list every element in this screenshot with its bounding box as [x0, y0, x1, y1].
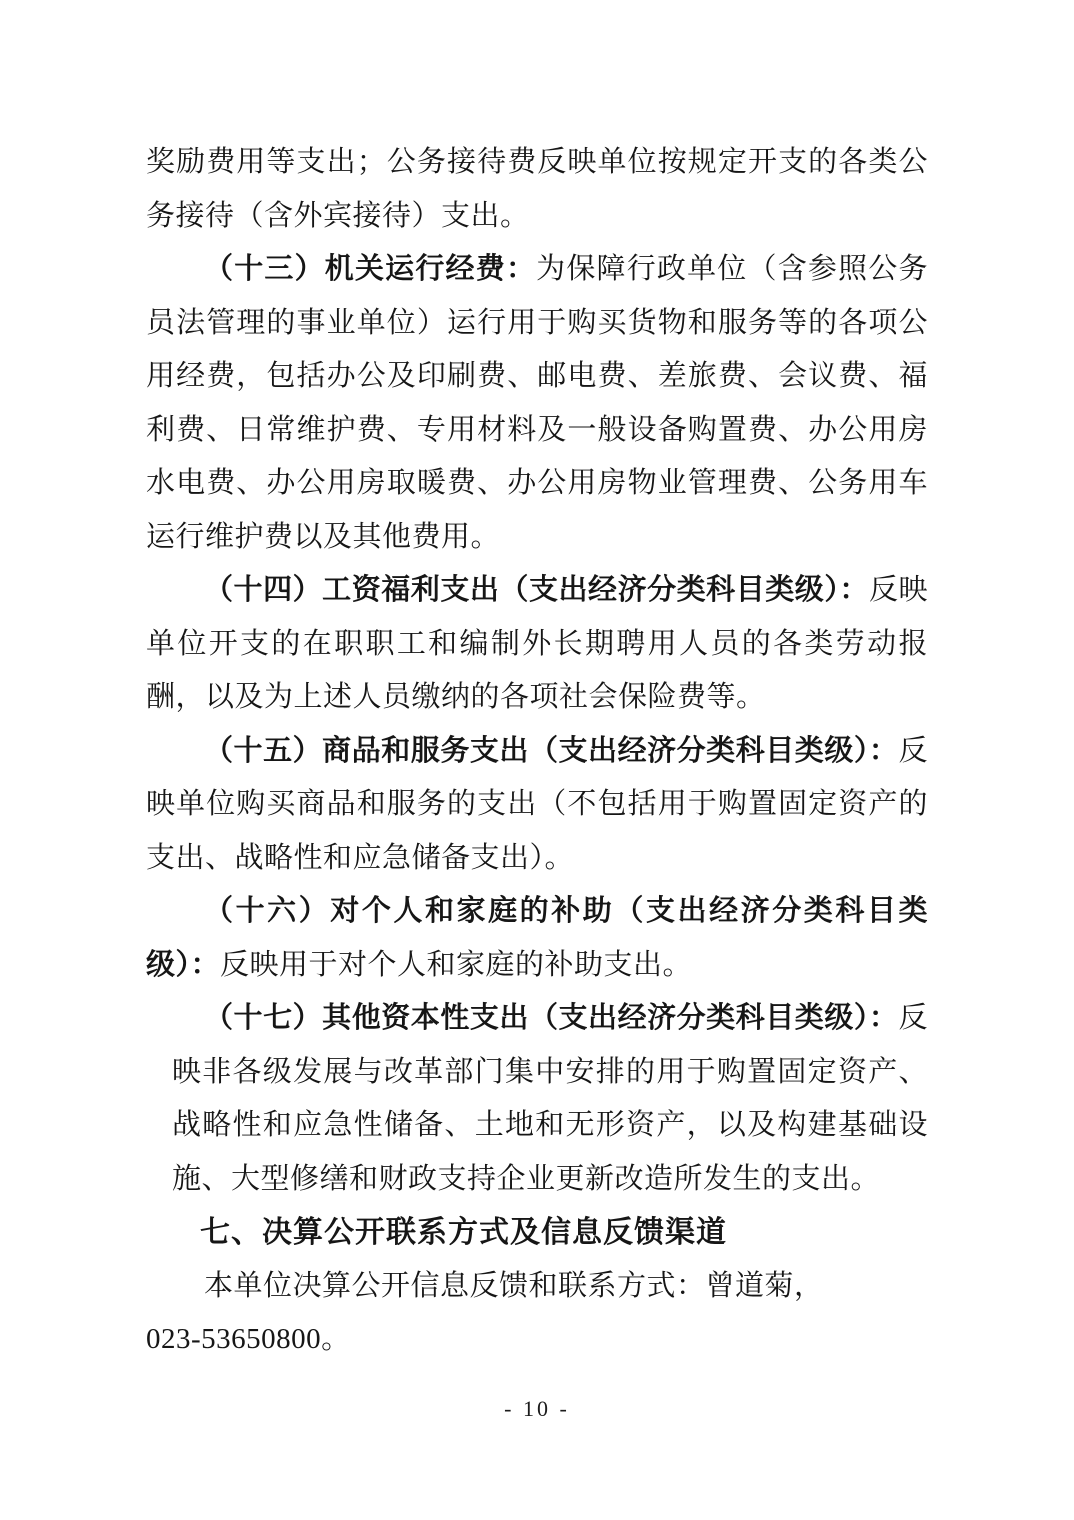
section-heading-16: （十六）对个人和家庭的补助（支出经济分类科目类级）： — [146, 895, 928, 981]
section-body-13: 为保障行政单位（含参照公务员法管理的事业单位）运行用于购买货物和服务等的各项公用经费，包括办公及印刷费、邮电费、差旅费、会议费、福利费、日常维护费、专用材料及一般设备购置费、办公用房水电费、办公用房取暖费、办公用房物业管理费、公务用车运行维护费以及其他费用。 — [146, 253, 928, 553]
section-body-14: 反映单位开支的在职职工和编制外长期聘用人员的各类劳动报酬，以及为上述人员缴纳的各项社会保险费等。 — [146, 574, 928, 713]
section-heading-17: （十七）其他资本性支出（支出经济分类科目类级）： — [204, 1002, 899, 1034]
contact-intro: 本单位决算公开信息反馈和联系方式：曾道菊， — [204, 1269, 824, 1302]
chapter-heading: 七、决算公开联系方式及信息反馈渠道 — [200, 1216, 727, 1249]
section-heading-15: （十五）商品和服务支出（支出经济分类科目类级）： — [204, 734, 899, 767]
continuation-paragraph: 奖励费用等支出；公务接待费反映单位按规定开支的各类公务接待（含外宾接待）支出。 — [146, 146, 928, 232]
page-number: - 10 - — [504, 1396, 570, 1421]
section-paragraph-13 — [146, 243, 928, 564]
section-paragraph-15 — [146, 725, 928, 886]
section-heading-13: （十三）机关运行经费： — [204, 253, 537, 285]
contact-paragraph — [146, 1260, 928, 1367]
contact-phone: 023-53650800。 — [146, 1323, 351, 1355]
section-body-15: 反映单位购买商品和服务的支出（不包括用于购置固定资产的支出、战略性和应急储备支出）。 — [146, 734, 928, 874]
section-body-17: 反映非各级发展与改革部门集中安排的用于购置固定资产、战略性和应急性储备、土地和无形资产，以及构建基础设施、大型修缮和财政支持企业更新改造所发生的支出。 — [172, 1002, 928, 1195]
section-paragraph-16 — [146, 885, 928, 992]
section-body-16: 反映用于对个人和家庭的补助支出。 — [220, 948, 693, 981]
section-paragraph-17 — [146, 992, 928, 1206]
document-content — [146, 136, 928, 1367]
section-heading-14: （十四）工资福利支出（支出经济分类科目类级）： — [204, 574, 869, 606]
section-paragraph-14 — [146, 564, 928, 725]
